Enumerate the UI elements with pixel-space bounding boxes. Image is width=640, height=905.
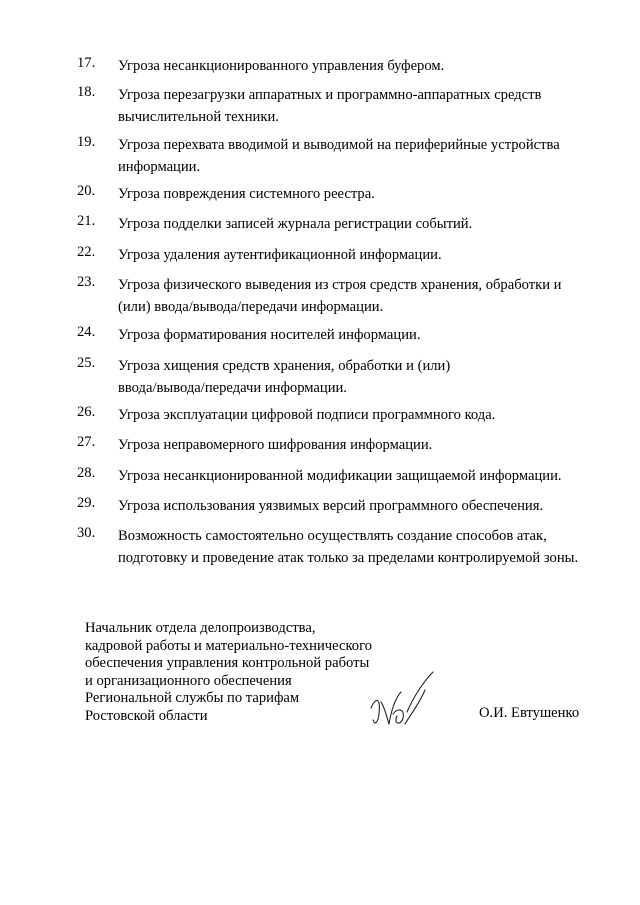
item-number: 17.: [77, 55, 96, 71]
item-text-line: (или) ввода/вывода/передачи информации.: [118, 299, 384, 315]
item-text-line: Возможность самостоятельно осуществлять создание способов атак,: [118, 528, 547, 544]
item-text: [118, 465, 588, 487]
item-number: 19.: [77, 134, 96, 150]
position-line: обеспечения управления контрольной работы: [85, 655, 370, 671]
item-number: 21.: [77, 213, 96, 229]
item-text-line: Угроза несанкционированного управления буфером.: [118, 58, 445, 74]
item-text: [118, 84, 588, 128]
item-text-line: Угроза физического выведения из строя средств хранения, обработки и: [118, 277, 562, 293]
item-text-line: Угроза несанкционированной модификации защищаемой информации.: [118, 468, 562, 484]
item-text-line: Угроза подделки записей журнала регистрации событий.: [118, 216, 473, 232]
item-text-line: информации.: [118, 159, 201, 175]
item-text-line: Угроза удаления аутентификационной информации.: [118, 247, 442, 263]
item-number: 24.: [77, 324, 96, 340]
position-line: Региональной службы по тарифам: [85, 690, 300, 706]
item-number: 23.: [77, 274, 96, 290]
item-number: 30.: [77, 525, 96, 541]
item-text-line: Угроза хищения средств хранения, обработки и (или): [118, 358, 451, 374]
item-text: [118, 244, 588, 266]
item-text-line: Угроза повреждения системного реестра.: [118, 186, 375, 202]
handwritten-signature: [367, 668, 437, 738]
item-number: 20.: [77, 183, 96, 199]
item-number: 28.: [77, 465, 96, 481]
position-line: кадровой работы и материально-технического: [85, 637, 373, 654]
signatory-position: [85, 620, 372, 725]
item-text-line: вычислительной техники.: [118, 109, 279, 125]
item-text: [118, 274, 588, 318]
position-line: и организационного обеспечения: [85, 672, 292, 689]
item-number: 26.: [77, 404, 96, 420]
item-number: 22.: [77, 244, 96, 260]
position-line: Ростовской области: [85, 707, 208, 724]
item-text: [118, 134, 588, 178]
item-text-line: Угроза неправомерного шифрования информации.: [118, 437, 433, 453]
item-text: [118, 324, 588, 346]
item-number: 27.: [77, 434, 96, 450]
item-number: 29.: [77, 495, 96, 511]
item-text: [118, 183, 588, 205]
item-text: [118, 495, 588, 517]
item-number: 25.: [77, 355, 96, 371]
item-text-line: Угроза перезагрузки аппаратных и программно-аппаратных средств: [118, 87, 542, 103]
item-text-line: Угроза форматирования носителей информации.: [118, 327, 421, 343]
item-text: [118, 55, 588, 77]
item-text: [118, 355, 588, 399]
signatory-name: О.И. Евтушенко: [479, 705, 580, 721]
item-text-line: Угроза использования уязвимых версий программного обеспечения.: [118, 498, 544, 514]
item-text: [118, 213, 588, 235]
item-text-line: Угроза перехвата вводимой и выводимой на периферийные устройства: [118, 137, 560, 153]
item-text-line: Угроза эксплуатации цифровой подписи программного кода.: [118, 407, 496, 423]
item-text-line: подготовку и проведение атак только за пределами контролируемой зоны.: [118, 550, 579, 566]
item-text: [118, 404, 588, 426]
position-line: Начальник отдела делопроизводства,: [85, 620, 316, 636]
item-text-line: ввода/вывода/передачи информации.: [118, 380, 347, 396]
item-number: 18.: [77, 84, 96, 100]
item-text: [118, 525, 588, 569]
item-text: [118, 434, 588, 456]
